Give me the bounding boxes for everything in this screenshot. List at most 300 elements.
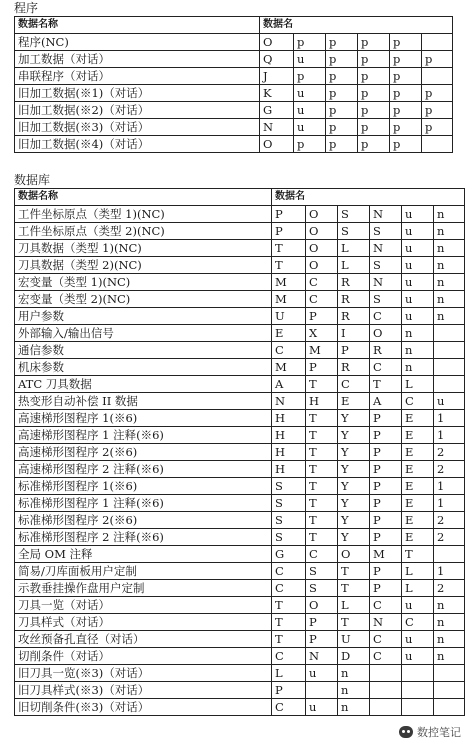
code-char-cell: P: [370, 529, 402, 546]
code-char-cell: u: [294, 51, 326, 68]
code-char-cell: n: [338, 699, 370, 716]
code-char-cell: u: [402, 631, 434, 648]
data-name-cell: 标准梯形图程序 1(※6): [15, 478, 272, 495]
code-char-cell: p: [294, 68, 326, 85]
header-code-cell: 数据名: [272, 189, 465, 206]
code-char-cell: S: [338, 206, 370, 223]
code-char-cell: p: [326, 34, 358, 51]
code-char-cell: P: [306, 614, 338, 631]
code-char-cell: Y: [338, 478, 370, 495]
programs-title: 程序: [14, 1, 39, 15]
code-char-cell: n: [338, 665, 370, 682]
code-char-cell: P: [370, 410, 402, 427]
data-name-cell: 旧加工数据(※1)（对话）: [15, 85, 260, 102]
table-row: [15, 308, 465, 325]
code-char-cell: [434, 665, 465, 682]
data-name-cell: 刀具一览（对话）: [15, 597, 272, 614]
code-char-cell: Y: [338, 444, 370, 461]
code-char-cell: I: [338, 325, 370, 342]
code-char-cell: C: [306, 291, 338, 308]
database-title: 数据库: [14, 173, 51, 187]
watermark-text: 数控笔记: [417, 726, 461, 739]
table-row: [15, 512, 465, 529]
code-char-cell: H: [272, 461, 306, 478]
code-char-cell: n: [434, 240, 465, 257]
code-char-cell: C: [272, 563, 306, 580]
code-char-cell: T: [306, 478, 338, 495]
code-char-cell: S: [272, 512, 306, 529]
code-char-cell: E: [402, 529, 434, 546]
data-name-cell: 通信参数: [15, 342, 272, 359]
data-name-cell: 机床参数: [15, 359, 272, 376]
data-name-cell: 标准梯形图程序 1 注释(※6): [15, 495, 272, 512]
code-char-cell: n: [402, 342, 434, 359]
code-char-cell: T: [272, 240, 306, 257]
code-char-cell: [422, 34, 453, 51]
data-name-cell: 串联程序（对话）: [15, 68, 260, 85]
data-name-cell: 旧加工数据(※2)（对话）: [15, 102, 260, 119]
table-row: [15, 495, 465, 512]
table-row: [15, 614, 465, 631]
code-char-cell: n: [434, 206, 465, 223]
code-char-cell: S: [306, 580, 338, 597]
code-char-cell: p: [390, 51, 422, 68]
code-char-cell: u: [402, 648, 434, 665]
code-char-cell: T: [338, 614, 370, 631]
wechat-icon: [399, 726, 413, 738]
data-name-cell: 标准梯形图程序 2(※6): [15, 512, 272, 529]
code-char-cell: [370, 665, 402, 682]
code-char-cell: P: [272, 206, 306, 223]
code-char-cell: p: [326, 85, 358, 102]
code-char-cell: 1: [434, 478, 465, 495]
table-row: [15, 410, 465, 427]
code-char-cell: T: [306, 376, 338, 393]
code-char-cell: C: [370, 648, 402, 665]
code-char-cell: O: [338, 546, 370, 563]
code-char-cell: n: [338, 682, 370, 699]
code-char-cell: u: [294, 85, 326, 102]
table-row: [15, 478, 465, 495]
code-char-cell: p: [358, 102, 390, 119]
code-char-cell: S: [370, 257, 402, 274]
data-name-cell: 高速梯形图程序 1(※6): [15, 410, 272, 427]
code-char-cell: C: [370, 597, 402, 614]
code-char-cell: [434, 546, 465, 563]
code-char-cell: [402, 682, 434, 699]
code-char-cell: P: [306, 631, 338, 648]
code-char-cell: K: [260, 85, 294, 102]
code-char-cell: [370, 699, 402, 716]
data-name-cell: 旧加工数据(※4)（对话）: [15, 136, 260, 153]
code-char-cell: P: [272, 223, 306, 240]
code-char-cell: N: [306, 648, 338, 665]
code-char-cell: C: [370, 631, 402, 648]
table-row: [15, 546, 465, 563]
code-char-cell: M: [272, 359, 306, 376]
code-char-cell: T: [306, 461, 338, 478]
code-char-cell: N: [370, 240, 402, 257]
code-char-cell: Q: [260, 51, 294, 68]
code-char-cell: [434, 376, 465, 393]
code-char-cell: P: [370, 444, 402, 461]
code-char-cell: P: [370, 427, 402, 444]
code-char-cell: R: [338, 359, 370, 376]
code-char-cell: n: [402, 325, 434, 342]
table-row: [15, 631, 465, 648]
code-char-cell: E: [402, 444, 434, 461]
code-char-cell: [402, 699, 434, 716]
code-char-cell: H: [272, 444, 306, 461]
code-char-cell: [434, 325, 465, 342]
code-char-cell: T: [272, 614, 306, 631]
code-char-cell: E: [402, 461, 434, 478]
code-char-cell: n: [434, 291, 465, 308]
data-name-cell: 程序(NC): [15, 34, 260, 51]
code-char-cell: [434, 342, 465, 359]
code-char-cell: [434, 699, 465, 716]
code-char-cell: P: [306, 359, 338, 376]
data-name-cell: 切削条件（对话）: [15, 648, 272, 665]
code-char-cell: Y: [338, 495, 370, 512]
code-char-cell: E: [402, 427, 434, 444]
code-char-cell: O: [370, 325, 402, 342]
code-char-cell: p: [294, 34, 326, 51]
code-char-cell: Y: [338, 529, 370, 546]
code-char-cell: O: [306, 257, 338, 274]
code-char-cell: L: [272, 665, 306, 682]
code-char-cell: N: [370, 206, 402, 223]
header-name-cell: 数据名称: [15, 189, 272, 206]
table-row: [15, 461, 465, 478]
table-row: [15, 119, 453, 136]
code-char-cell: C: [272, 648, 306, 665]
code-char-cell: p: [390, 34, 422, 51]
code-char-cell: T: [370, 376, 402, 393]
code-char-cell: M: [272, 291, 306, 308]
code-char-cell: 1: [434, 495, 465, 512]
code-char-cell: O: [306, 206, 338, 223]
header-code-cell: 数据名: [260, 17, 453, 34]
code-char-cell: Y: [338, 410, 370, 427]
code-char-cell: D: [338, 648, 370, 665]
data-name-cell: 宏变量（类型 2)(NC): [15, 291, 272, 308]
code-char-cell: 1: [434, 427, 465, 444]
code-char-cell: n: [434, 614, 465, 631]
code-char-cell: n: [434, 597, 465, 614]
code-char-cell: p: [358, 119, 390, 136]
code-char-cell: P: [370, 563, 402, 580]
code-char-cell: p: [422, 85, 453, 102]
code-char-cell: u: [402, 240, 434, 257]
code-char-cell: H: [272, 410, 306, 427]
table-row: [15, 240, 465, 257]
table-row: [15, 682, 465, 699]
code-char-cell: u: [402, 597, 434, 614]
code-char-cell: M: [306, 342, 338, 359]
code-char-cell: u: [294, 119, 326, 136]
code-char-cell: n: [434, 308, 465, 325]
data-name-cell: 高速梯形图程序 1 注释(※6): [15, 427, 272, 444]
table-row: [15, 34, 453, 51]
code-char-cell: [370, 682, 402, 699]
data-name-cell: 外部输入/输出信号: [15, 325, 272, 342]
code-char-cell: U: [338, 631, 370, 648]
code-char-cell: O: [260, 136, 294, 153]
code-char-cell: P: [272, 682, 306, 699]
data-name-cell: 刀具数据（类型 1)(NC): [15, 240, 272, 257]
code-char-cell: E: [402, 410, 434, 427]
table-row: [15, 51, 453, 68]
code-char-cell: [422, 136, 453, 153]
code-char-cell: T: [306, 410, 338, 427]
table-row: [15, 223, 465, 240]
data-name-cell: 攻丝预备孔直径（对话）: [15, 631, 272, 648]
code-char-cell: [434, 359, 465, 376]
code-char-cell: n: [402, 359, 434, 376]
code-char-cell: p: [422, 51, 453, 68]
code-char-cell: O: [260, 34, 294, 51]
code-char-cell: 2: [434, 444, 465, 461]
code-char-cell: 1: [434, 563, 465, 580]
code-char-cell: C: [370, 308, 402, 325]
data-name-cell: 刀具样式（对话）: [15, 614, 272, 631]
code-char-cell: E: [402, 495, 434, 512]
table-header-row: [15, 189, 465, 206]
code-char-cell: p: [326, 68, 358, 85]
code-char-cell: P: [370, 512, 402, 529]
code-char-cell: T: [402, 546, 434, 563]
data-name-cell: 高速梯形图程序 2(※6): [15, 444, 272, 461]
code-char-cell: 2: [434, 580, 465, 597]
code-char-cell: C: [338, 376, 370, 393]
table-row: [15, 597, 465, 614]
code-char-cell: C: [272, 342, 306, 359]
data-name-cell: 用户参数: [15, 308, 272, 325]
code-char-cell: N: [272, 393, 306, 410]
programs-table: [14, 16, 453, 153]
code-char-cell: T: [272, 597, 306, 614]
code-char-cell: 1: [434, 410, 465, 427]
code-char-cell: C: [272, 699, 306, 716]
table-row: [15, 648, 465, 665]
code-char-cell: S: [272, 478, 306, 495]
code-char-cell: u: [402, 206, 434, 223]
table-row: [15, 342, 465, 359]
code-char-cell: p: [358, 136, 390, 153]
code-char-cell: p: [358, 34, 390, 51]
code-char-cell: p: [390, 68, 422, 85]
header-name-cell: 数据名称: [15, 17, 260, 34]
code-char-cell: O: [306, 240, 338, 257]
table-row: [15, 85, 453, 102]
code-char-cell: T: [306, 512, 338, 529]
code-char-cell: L: [402, 563, 434, 580]
code-char-cell: X: [306, 325, 338, 342]
code-char-cell: H: [306, 393, 338, 410]
table-row: [15, 699, 465, 716]
table-row: [15, 444, 465, 461]
table-row: [15, 136, 453, 153]
code-char-cell: p: [326, 136, 358, 153]
table-row: [15, 563, 465, 580]
code-char-cell: p: [422, 102, 453, 119]
table-row: [15, 665, 465, 682]
code-char-cell: u: [402, 223, 434, 240]
code-char-cell: C: [370, 359, 402, 376]
table-row: [15, 393, 465, 410]
code-char-cell: p: [358, 68, 390, 85]
code-char-cell: u: [306, 699, 338, 716]
code-char-cell: S: [272, 529, 306, 546]
code-char-cell: R: [338, 274, 370, 291]
code-char-cell: P: [370, 580, 402, 597]
code-char-cell: A: [272, 376, 306, 393]
data-name-cell: 宏变量（类型 1)(NC): [15, 274, 272, 291]
code-char-cell: p: [358, 85, 390, 102]
code-char-cell: C: [402, 614, 434, 631]
code-char-cell: T: [306, 529, 338, 546]
code-char-cell: N: [260, 119, 294, 136]
table-row: [15, 325, 465, 342]
code-char-cell: u: [402, 257, 434, 274]
code-char-cell: R: [338, 308, 370, 325]
code-char-cell: p: [390, 102, 422, 119]
code-char-cell: T: [272, 631, 306, 648]
code-char-cell: u: [434, 393, 465, 410]
code-char-cell: n: [434, 257, 465, 274]
table-row: [15, 257, 465, 274]
database-table: [14, 188, 465, 716]
data-name-cell: 旧刀具样式(※3)（对话）: [15, 682, 272, 699]
code-char-cell: T: [338, 580, 370, 597]
code-char-cell: T: [272, 257, 306, 274]
code-char-cell: [402, 665, 434, 682]
code-char-cell: C: [306, 274, 338, 291]
code-char-cell: T: [306, 444, 338, 461]
table-row: [15, 580, 465, 597]
code-char-cell: n: [434, 648, 465, 665]
code-char-cell: P: [306, 308, 338, 325]
table-row: [15, 376, 465, 393]
code-char-cell: [422, 68, 453, 85]
code-char-cell: T: [306, 427, 338, 444]
data-name-cell: 标准梯形图程序 2 注释(※6): [15, 529, 272, 546]
table-header-row: [15, 17, 453, 34]
code-char-cell: C: [402, 393, 434, 410]
data-name-cell: 全局 OM 注释: [15, 546, 272, 563]
code-char-cell: p: [390, 85, 422, 102]
table-row: [15, 206, 465, 223]
code-char-cell: E: [402, 478, 434, 495]
code-char-cell: p: [390, 119, 422, 136]
code-char-cell: n: [434, 223, 465, 240]
code-char-cell: T: [338, 563, 370, 580]
code-char-cell: N: [370, 274, 402, 291]
code-char-cell: u: [294, 102, 326, 119]
code-char-cell: R: [370, 342, 402, 359]
code-char-cell: L: [402, 376, 434, 393]
code-char-cell: p: [326, 102, 358, 119]
code-char-cell: L: [402, 580, 434, 597]
table-row: [15, 68, 453, 85]
data-name-cell: 热变形自动补偿 II 数据: [15, 393, 272, 410]
code-char-cell: P: [338, 342, 370, 359]
code-char-cell: p: [390, 136, 422, 153]
code-char-cell: S: [370, 291, 402, 308]
code-char-cell: p: [294, 136, 326, 153]
code-char-cell: P: [370, 495, 402, 512]
table-row: [15, 359, 465, 376]
code-char-cell: O: [306, 223, 338, 240]
table-row: [15, 102, 453, 119]
code-char-cell: Y: [338, 512, 370, 529]
code-char-cell: U: [272, 308, 306, 325]
data-name-cell: 加工数据（对话）: [15, 51, 260, 68]
data-name-cell: 示教垂挂操作盘用户定制: [15, 580, 272, 597]
data-name-cell: 简易/刀库面板用户定制: [15, 563, 272, 580]
code-char-cell: p: [326, 119, 358, 136]
code-char-cell: S: [338, 223, 370, 240]
code-char-cell: S: [306, 563, 338, 580]
code-char-cell: E: [272, 325, 306, 342]
code-char-cell: [434, 682, 465, 699]
code-char-cell: L: [338, 597, 370, 614]
code-char-cell: R: [338, 291, 370, 308]
code-char-cell: u: [402, 274, 434, 291]
table-row: [15, 274, 465, 291]
code-char-cell: Y: [338, 427, 370, 444]
code-char-cell: M: [272, 274, 306, 291]
code-char-cell: M: [370, 546, 402, 563]
code-char-cell: E: [402, 512, 434, 529]
data-name-cell: 工件坐标原点（类型 2)(NC): [15, 223, 272, 240]
data-name-cell: 旧加工数据(※3)（对话）: [15, 119, 260, 136]
code-char-cell: Y: [338, 461, 370, 478]
code-char-cell: [306, 682, 338, 699]
code-char-cell: C: [306, 546, 338, 563]
data-name-cell: 工件坐标原点（类型 1)(NC): [15, 206, 272, 223]
code-char-cell: G: [260, 102, 294, 119]
code-char-cell: C: [272, 580, 306, 597]
table-row: [15, 291, 465, 308]
code-char-cell: 2: [434, 512, 465, 529]
code-char-cell: L: [338, 257, 370, 274]
table-row: [15, 427, 465, 444]
code-char-cell: S: [370, 223, 402, 240]
code-char-cell: p: [422, 119, 453, 136]
data-name-cell: 刀具数据（类型 2)(NC): [15, 257, 272, 274]
table-row: [15, 529, 465, 546]
code-char-cell: E: [338, 393, 370, 410]
code-char-cell: J: [260, 68, 294, 85]
code-char-cell: u: [402, 308, 434, 325]
code-char-cell: 2: [434, 529, 465, 546]
code-char-cell: P: [370, 478, 402, 495]
data-name-cell: ATC 刀具数据: [15, 376, 272, 393]
code-char-cell: G: [272, 546, 306, 563]
code-char-cell: N: [370, 614, 402, 631]
code-char-cell: n: [434, 631, 465, 648]
code-char-cell: S: [272, 495, 306, 512]
code-char-cell: O: [306, 597, 338, 614]
code-char-cell: p: [358, 51, 390, 68]
code-char-cell: L: [338, 240, 370, 257]
code-char-cell: 2: [434, 461, 465, 478]
code-char-cell: H: [272, 427, 306, 444]
code-char-cell: A: [370, 393, 402, 410]
code-char-cell: P: [370, 461, 402, 478]
